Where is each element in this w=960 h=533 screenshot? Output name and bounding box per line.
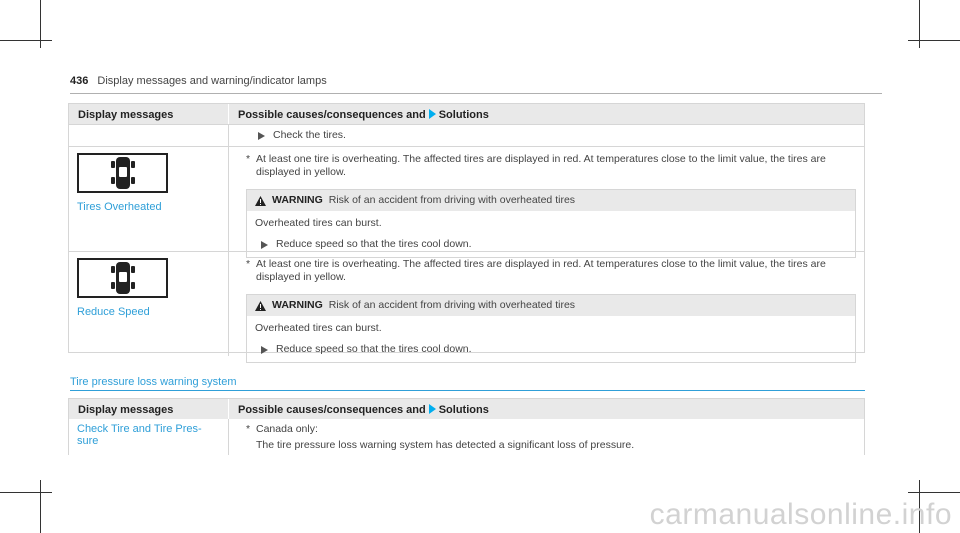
solution-arrow-icon (429, 109, 436, 119)
car-tire-icon (79, 155, 166, 191)
page-header-title: Display messages and warning/indicator lamps (97, 75, 327, 87)
page-header (70, 75, 882, 94)
table-cell (69, 419, 229, 455)
table-row (69, 251, 864, 356)
reduce-speed-display-icon (77, 258, 168, 298)
table-row (69, 124, 864, 146)
warning-triangle-icon (255, 301, 266, 311)
cause-item: * At least one tire is overheating. The affected tires are displayed in red. At temperatures close to the limit value, the tires are displayed in yellow. (246, 153, 826, 178)
col-header-causes: Possible causes/consequences and Solutions (238, 404, 489, 416)
car-tire-icon (79, 260, 166, 296)
display-message-label: Tires Overheated (77, 201, 162, 213)
warning-box (246, 189, 856, 258)
display-messages-table (68, 103, 865, 353)
warning-body: Overheated tires can burst. Reduce speed so that the tires cool down. (247, 316, 855, 362)
cause-description: The tire pressure loss warning system has detected a significant loss of pressure. (256, 439, 635, 451)
table-cell (229, 147, 864, 251)
table-cell (229, 419, 864, 455)
col-header-display: Display messages (69, 399, 229, 419)
crop-mark (40, 480, 41, 533)
warning-header: WARNING Risk of an accident from driving with overheated tires (247, 295, 855, 316)
warning-box (246, 294, 856, 363)
table-cell (229, 252, 864, 356)
crop-mark (0, 492, 52, 493)
warning-body: Overheated tires can burst. Reduce speed so that the tires cool down. (247, 211, 855, 257)
col-header-causes: Possible causes/consequences and Solutions (238, 109, 489, 121)
crop-mark (908, 40, 960, 41)
crop-mark (0, 40, 52, 41)
cause-item: * At least one tire is overheating. The affected tires are displayed in red. At temperatures close to the limit value, the tires are displayed in yellow. (246, 258, 826, 283)
table-cell (69, 125, 229, 146)
cause-item: * Canada only: (246, 423, 318, 435)
step-arrow-icon (261, 241, 268, 249)
table-cell (69, 147, 229, 251)
table-cell (229, 125, 864, 146)
display-message-label: Check Tire and Tire Pres- sure (77, 423, 202, 447)
step-arrow-icon (258, 132, 265, 140)
page-number: 436 (70, 75, 89, 87)
col-header-display: Display messages (69, 104, 229, 124)
display-message-label: Reduce Speed (77, 306, 150, 318)
step-item: Reduce speed so that the tires cool down. (255, 238, 847, 251)
tire-pressure-table (68, 398, 865, 455)
table-row (69, 419, 864, 455)
section-title: Tire pressure loss warning system (70, 376, 865, 391)
step-item: Check the tires. (238, 129, 856, 142)
step-arrow-icon (261, 346, 268, 354)
table-row (69, 146, 864, 251)
table-header (69, 104, 864, 124)
table-cell (69, 252, 229, 356)
table-header (69, 399, 864, 419)
tire-overheat-display-icon (77, 153, 168, 193)
watermark: carmanualsonline.info (649, 498, 952, 531)
solution-arrow-icon (429, 404, 436, 414)
step-item: Reduce speed so that the tires cool down. (255, 343, 847, 356)
warning-header: WARNING Risk of an accident from driving with overheated tires (247, 190, 855, 211)
warning-triangle-icon (255, 196, 266, 206)
crop-mark (908, 492, 960, 493)
